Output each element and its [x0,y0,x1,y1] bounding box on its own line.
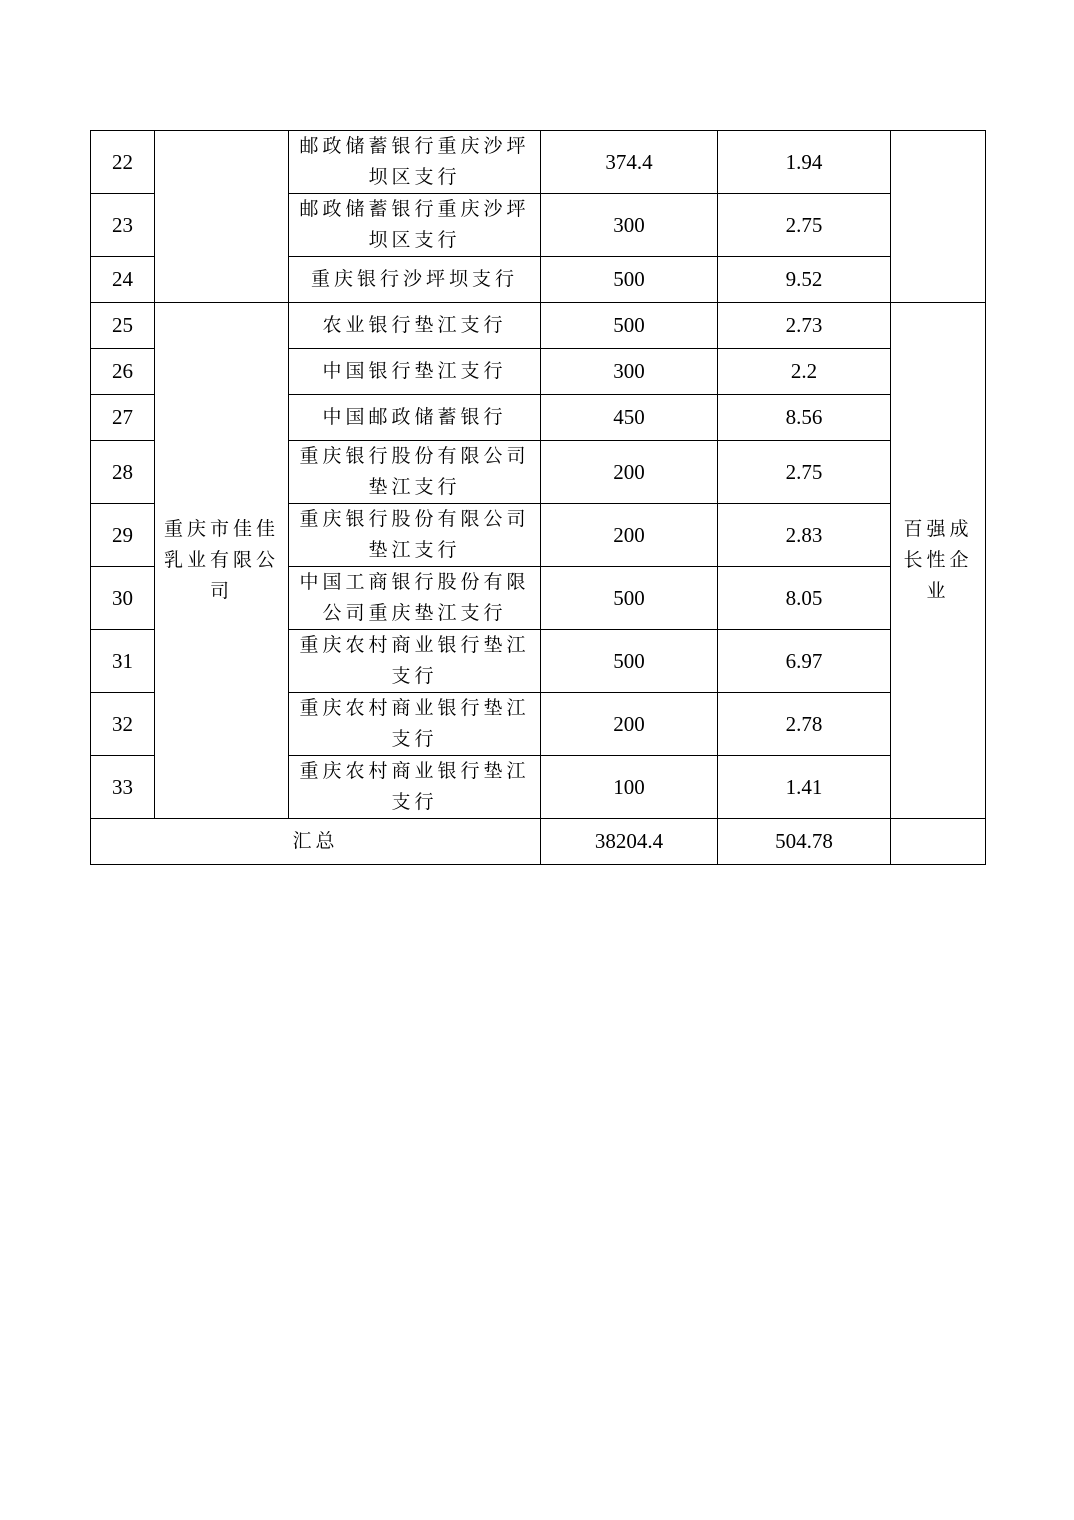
bank-name: 邮政储蓄银行重庆沙坪坝区支行 [289,194,541,257]
bank-name: 重庆农村商业银行垫江支行 [289,630,541,693]
note-cell-empty [891,131,986,303]
loan-amount: 500 [541,257,718,303]
row-number: 31 [91,630,155,693]
rate-value: 2.73 [718,303,891,349]
table-row [91,303,986,349]
rate-value: 8.56 [718,395,891,441]
table-row [91,131,986,194]
loan-amount: 200 [541,504,718,567]
rate-value: 6.97 [718,630,891,693]
row-number: 29 [91,504,155,567]
rate-value: 2.2 [718,349,891,395]
row-number: 25 [91,303,155,349]
rate-value: 9.52 [718,257,891,303]
loan-amount: 300 [541,349,718,395]
company-category: 百强成长性企业 [891,303,986,819]
bank-name: 重庆银行股份有限公司垫江支行 [289,504,541,567]
row-number: 30 [91,567,155,630]
total-rate: 504.78 [718,819,891,865]
rate-value: 8.05 [718,567,891,630]
loan-amount: 500 [541,303,718,349]
rate-value: 1.41 [718,756,891,819]
row-number: 23 [91,194,155,257]
rate-value: 2.75 [718,441,891,504]
bank-name: 重庆银行沙坪坝支行 [289,257,541,303]
bank-name: 重庆农村商业银行垫江支行 [289,693,541,756]
row-number: 27 [91,395,155,441]
rate-value: 2.78 [718,693,891,756]
row-number: 28 [91,441,155,504]
loan-amount: 450 [541,395,718,441]
loan-amount: 200 [541,441,718,504]
loan-amount: 300 [541,194,718,257]
loan-amount: 200 [541,693,718,756]
total-row [91,819,986,865]
loan-table [90,130,986,865]
row-number: 26 [91,349,155,395]
company-cell-empty [155,131,289,303]
rate-value: 2.75 [718,194,891,257]
loan-amount: 374.4 [541,131,718,194]
total-amount: 38204.4 [541,819,718,865]
row-number: 33 [91,756,155,819]
total-note-empty [891,819,986,865]
loan-amount: 500 [541,630,718,693]
bank-name: 邮政储蓄银行重庆沙坪坝区支行 [289,131,541,194]
rate-value: 2.83 [718,504,891,567]
bank-name: 中国银行垫江支行 [289,349,541,395]
row-number: 32 [91,693,155,756]
company-name: 重庆市佳佳乳业有限公司 [155,303,289,819]
bank-name: 农业银行垫江支行 [289,303,541,349]
row-number: 24 [91,257,155,303]
rate-value: 1.94 [718,131,891,194]
bank-name: 中国工商银行股份有限公司重庆垫江支行 [289,567,541,630]
bank-name: 重庆银行股份有限公司垫江支行 [289,441,541,504]
total-label: 汇总 [91,819,541,865]
bank-name: 重庆农村商业银行垫江支行 [289,756,541,819]
loan-amount: 500 [541,567,718,630]
row-number: 22 [91,131,155,194]
bank-name: 中国邮政储蓄银行 [289,395,541,441]
loan-amount: 100 [541,756,718,819]
